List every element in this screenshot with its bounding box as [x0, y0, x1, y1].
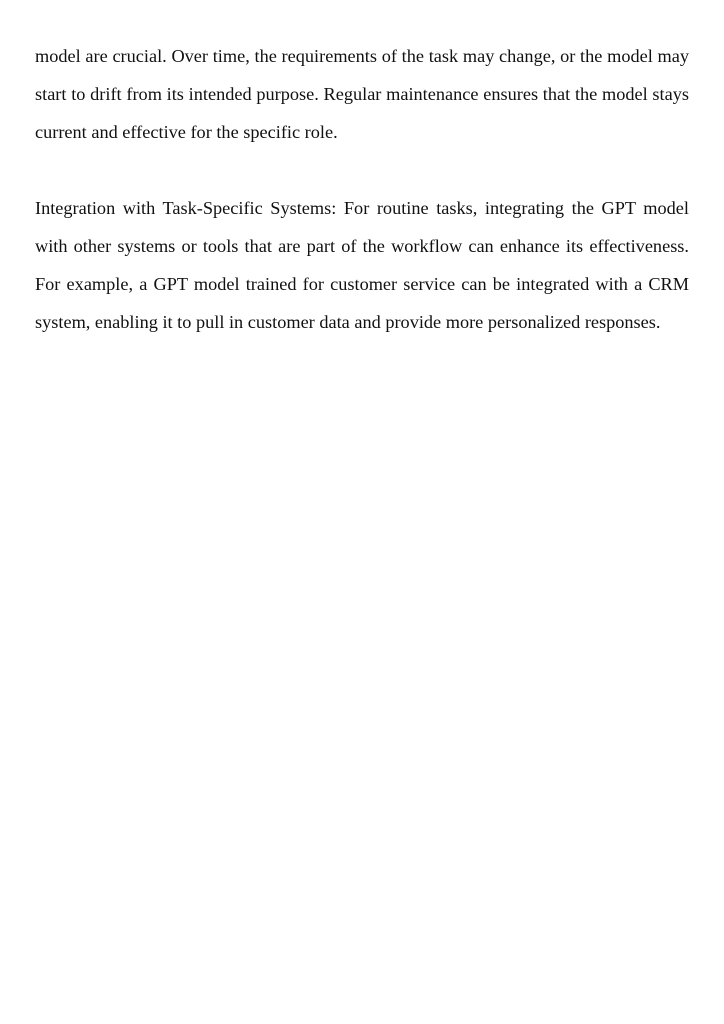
paragraph-integration: Integration with Task-Specific Systems: For routine tasks, integrating the GPT model with other systems or tools that are part of the workflow can enhance its effectiveness. For example, a GPT model trained for customer service can be integrated with a CRM system, enabling it to pull in customer data and provide more personalized responses.	[35, 198, 689, 332]
document-page	[35, 37, 689, 341]
paragraph-model-maintenance: model are crucial. Over time, the requirements of the task may change, or the model may start to drift from its intended purpose. Regular maintenance ensures that the model stays current and effective for the specific role.	[35, 46, 689, 142]
